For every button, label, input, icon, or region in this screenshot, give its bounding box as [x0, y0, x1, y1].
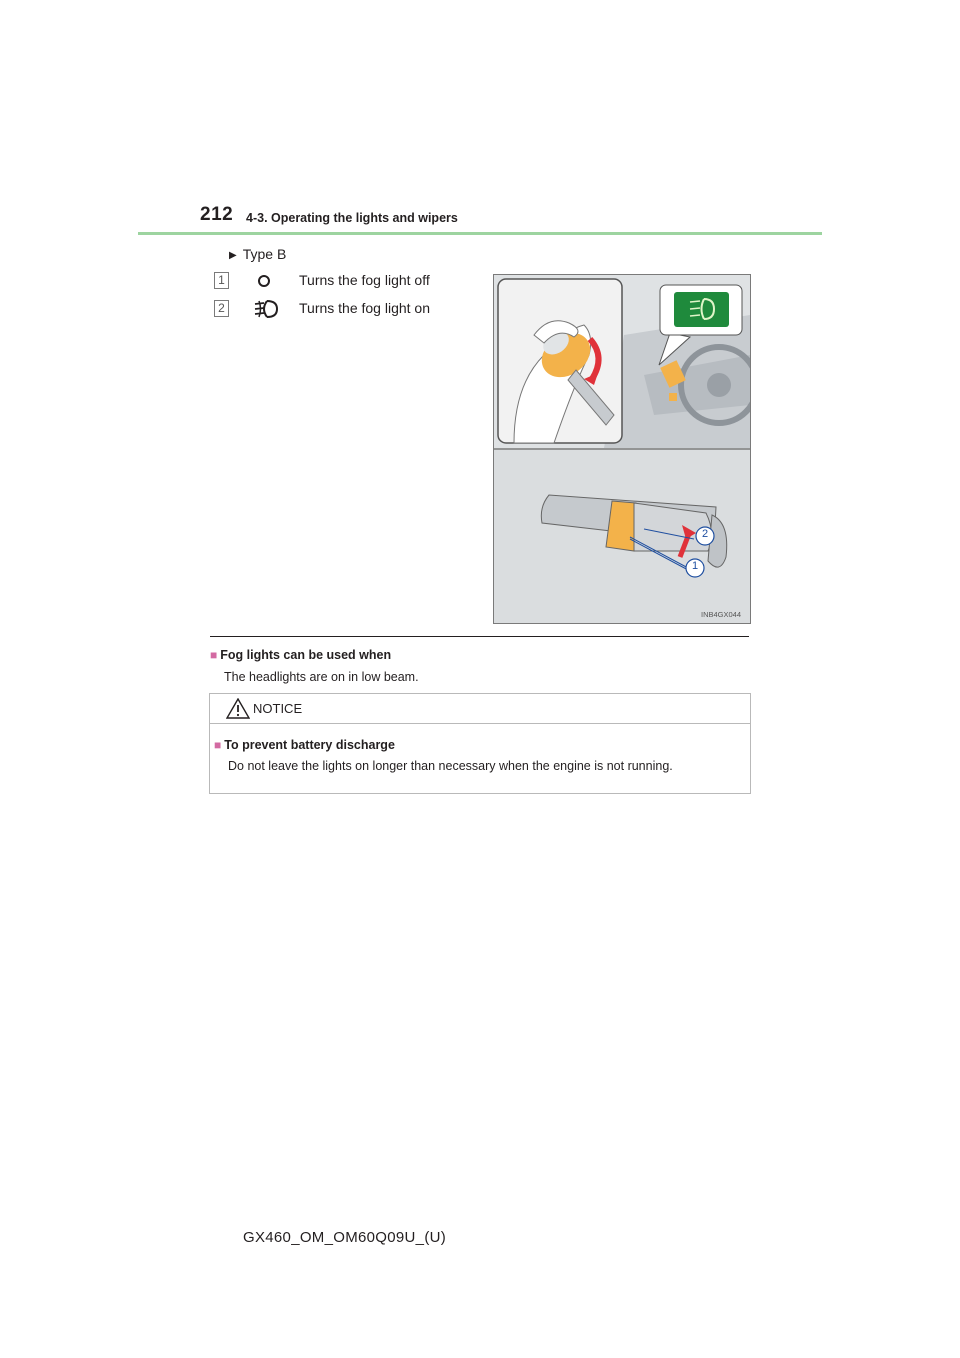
fog-light-on-icon	[253, 298, 279, 325]
note-heading	[210, 648, 391, 662]
header-rule	[138, 232, 822, 235]
headlight-switch-figure	[493, 274, 751, 624]
notice-body: Do not leave the lights on longer than necessary when the engine is not running.	[228, 759, 673, 773]
figure-callout-2: 2	[701, 528, 709, 540]
type-label-text: Type B	[242, 246, 287, 262]
fog-light-off-icon	[257, 274, 271, 293]
note-heading-text: Fog lights can be used when	[220, 648, 392, 662]
note-body: The headlights are on in low beam.	[224, 670, 419, 684]
square-bullet-icon: ■	[214, 738, 222, 752]
figure-code: INB4GX044	[701, 610, 742, 619]
triangle-bullet-icon: ▶	[229, 250, 237, 261]
notice-divider	[210, 723, 750, 724]
step-text-2: Turns the fog light on	[299, 300, 431, 316]
notice-heading	[214, 738, 395, 752]
notice-heading-text: To prevent battery discharge	[224, 738, 395, 752]
notice-box	[209, 693, 751, 794]
step-number-2: 2	[214, 300, 229, 317]
section-title: 4-3. Operating the lights and wipers	[246, 211, 458, 225]
warning-triangle-icon	[226, 698, 250, 724]
square-bullet-icon: ■	[210, 648, 218, 662]
note-rule	[210, 636, 749, 637]
document-code: GX460_OM_OM60Q09U_(U)	[243, 1229, 447, 1246]
step-text-1: Turns the fog light off	[299, 272, 430, 288]
notice-title: NOTICE	[253, 701, 303, 716]
figure-callout-1: 1	[691, 560, 699, 572]
type-label	[229, 246, 286, 262]
switch-illustration	[494, 275, 750, 623]
step-number-1: 1	[214, 272, 229, 289]
page-number: 212	[200, 204, 234, 225]
